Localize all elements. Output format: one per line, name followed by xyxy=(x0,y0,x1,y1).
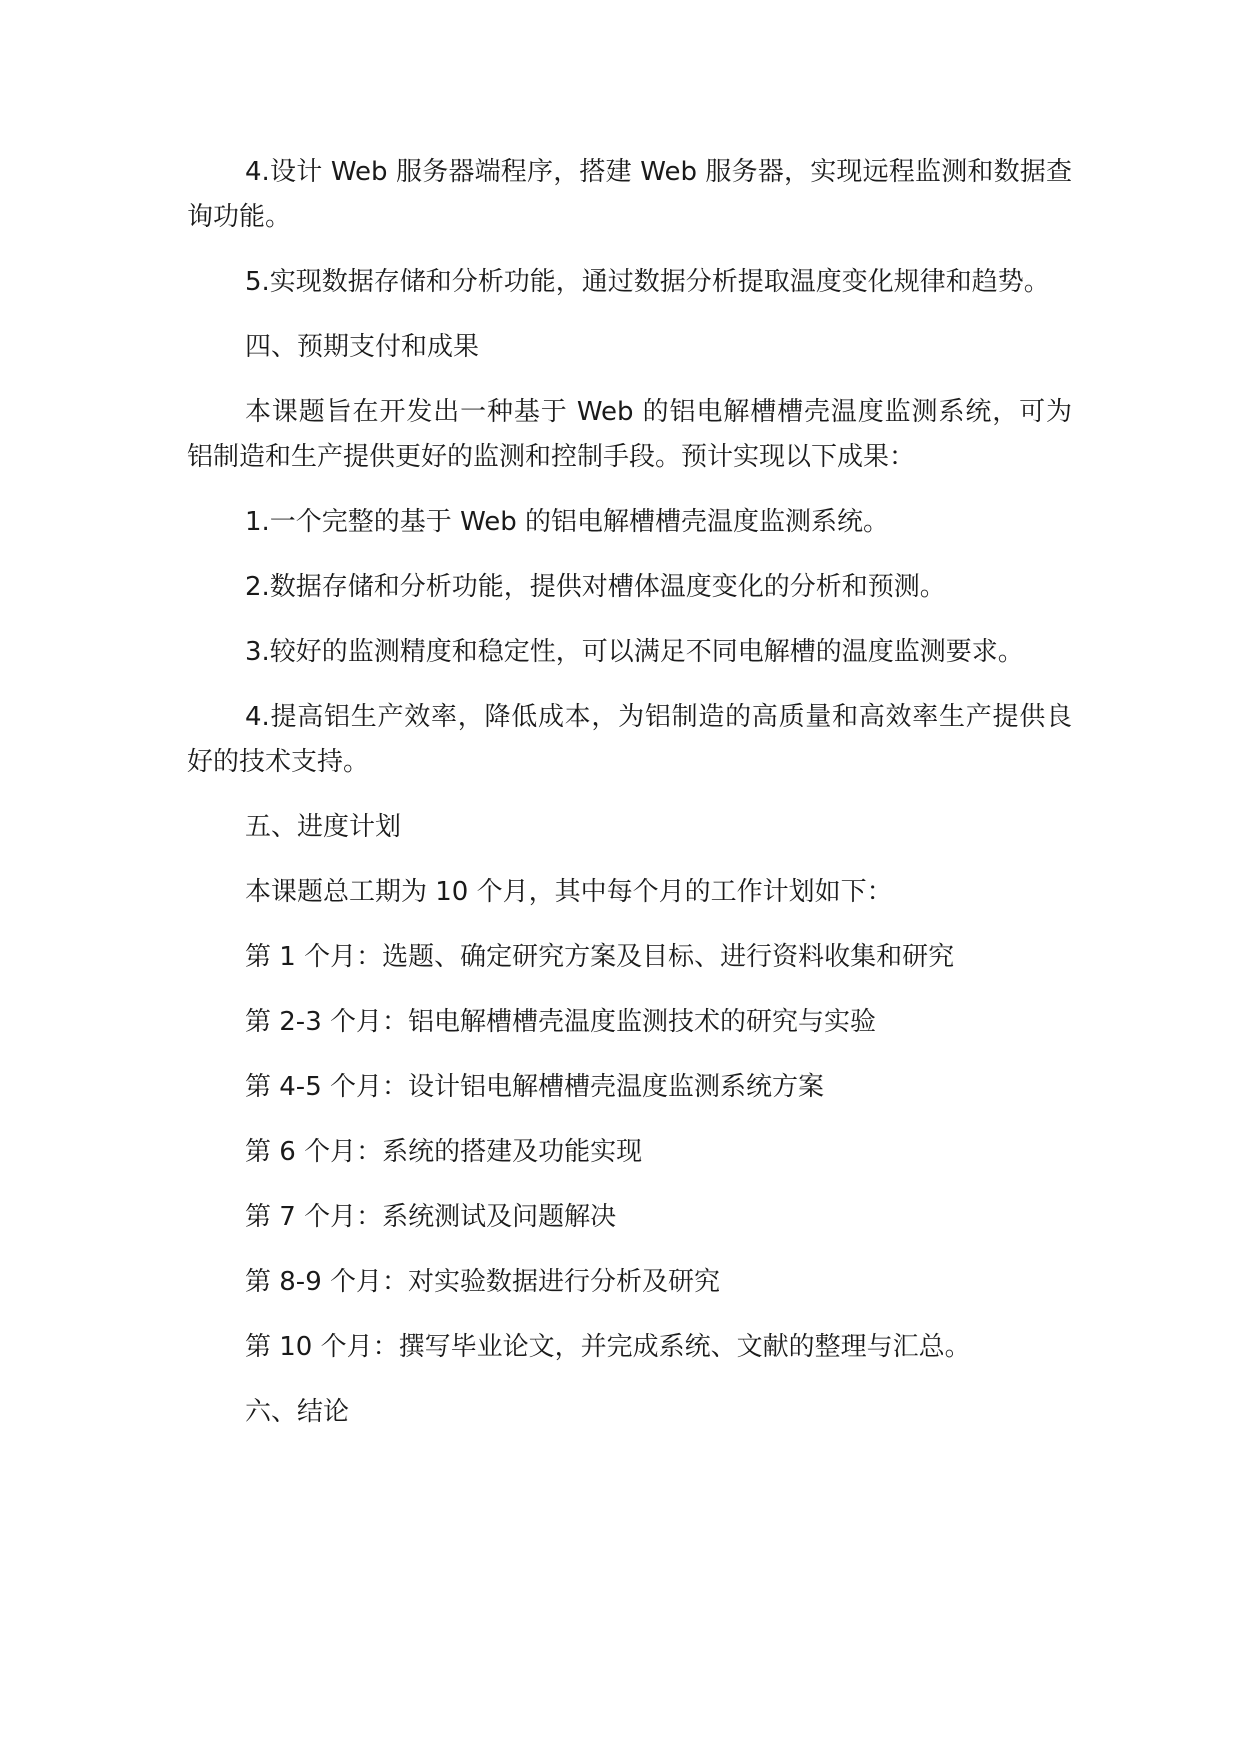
schedule-item-month-10: 第 10 个月：撰写毕业论文，并完成系统、文献的整理与汇总。 xyxy=(245,1332,971,1362)
result-item-3: 3.较好的监测精度和稳定性，可以满足不同电解槽的温度监测要求。 xyxy=(245,637,1024,667)
section-heading-schedule: 五、进度计划 xyxy=(245,812,402,842)
result-item-1: 1.一个完整的基于 Web 的铝电解槽槽壳温度监测系统。 xyxy=(245,507,890,537)
section-heading-expected-results: 四、预期支付和成果 xyxy=(245,332,480,362)
schedule-item-month-1: 第 1 个月：选题、确定研究方案及目标、进行资料收集和研究 xyxy=(245,942,955,972)
paragraph-results-intro: 本课题旨在开发出一种基于 Web 的铝电解槽槽壳温度监测系统，可为铝制造和生产提供更好的监测和控制手段。预计实现以下成果： xyxy=(187,397,1072,472)
document-body xyxy=(187,150,1072,1455)
result-item-2: 2.数据存储和分析功能，提供对槽体温度变化的分析和预测。 xyxy=(245,572,946,602)
schedule-item-month-7: 第 7 个月：系统测试及问题解决 xyxy=(245,1202,617,1232)
schedule-item-month-8-9: 第 8-9 个月：对实验数据进行分析及研究 xyxy=(245,1267,720,1297)
paragraph-item-5-data-analysis: 5.实现数据存储和分析功能，通过数据分析提取温度变化规律和趋势。 xyxy=(245,267,1050,297)
schedule-intro: 本课题总工期为 10 个月，其中每个月的工作计划如下： xyxy=(245,877,893,907)
schedule-item-month-4-5: 第 4-5 个月：设计铝电解槽槽壳温度监测系统方案 xyxy=(245,1072,824,1102)
paragraph-item-4-web-server: 4.设计 Web 服务器端程序，搭建 Web 服务器，实现远程监测和数据查询功能。 xyxy=(187,157,1072,232)
schedule-item-month-2-3: 第 2-3 个月：铝电解槽槽壳温度监测技术的研究与实验 xyxy=(245,1007,876,1037)
schedule-item-month-6: 第 6 个月：系统的搭建及功能实现 xyxy=(245,1137,643,1167)
section-heading-conclusion: 六、结论 xyxy=(245,1397,350,1427)
result-item-4: 4.提高铝生产效率，降低成本，为铝制造的高质量和高效率生产提供良好的技术支持。 xyxy=(187,702,1072,777)
